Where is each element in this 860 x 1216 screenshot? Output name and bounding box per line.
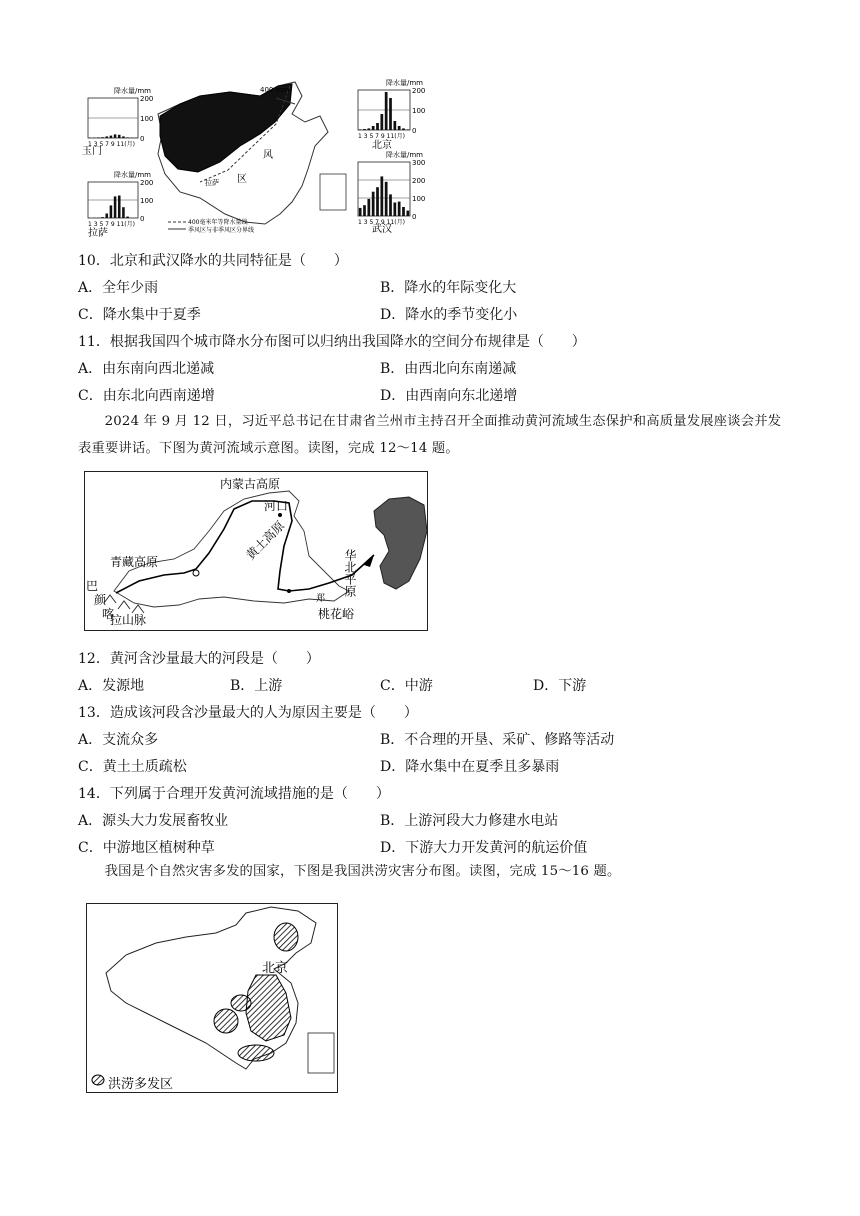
q11-option-b[interactable]: B．由西北向东南递减: [380, 361, 517, 377]
chart-wuhan-ylabel: 降水量/mm: [386, 151, 423, 159]
q10-option-d[interactable]: D．降水的季节变化小: [380, 307, 518, 323]
q10-option-c[interactable]: C．降水集中于夏季: [78, 307, 201, 323]
chart-bar: [376, 123, 379, 130]
chart-bar: [105, 136, 108, 138]
legend-isohyet: 400毫米年等降水量线: [188, 219, 248, 226]
q12-option-c[interactable]: C．中游: [380, 678, 433, 694]
label-hekou: 河口: [264, 499, 289, 513]
label-neimenggu: 内蒙古高原: [220, 477, 281, 491]
chart-bar: [363, 129, 366, 130]
chart-bar: [359, 208, 362, 216]
q12-option-a[interactable]: A．发源地: [78, 678, 145, 694]
chart-bar: [110, 136, 113, 138]
map-label-qu: 区: [237, 174, 247, 185]
chart-x-ticks: 1 3 5 7 9 11(月): [88, 141, 135, 148]
label-yan: 颜: [94, 593, 107, 607]
map-label-lasa: 拉萨: [205, 179, 219, 187]
chart-tick-label: 100: [412, 195, 426, 203]
chart-tick-label: 0: [140, 215, 145, 223]
chart-bar: [393, 121, 396, 130]
intro-12-14: 2024 年 9 月 12 日，习近平总书记在甘肃省兰州市主持召开全面推动黄河流域生态保护和高质量发展座谈会并发表重要讲话。下图为黄河流域示意图。读图，完成 12～14 题。: [78, 414, 782, 456]
chart-bar: [118, 135, 121, 138]
chart-yumen-city: 玉门: [82, 146, 102, 157]
chart-lasa-ylabel: 降水量/mm: [114, 171, 151, 179]
chart-tick-label: 100: [140, 115, 154, 123]
q14-option-d[interactable]: D．下游大力开发黄河的航运价值: [380, 840, 588, 856]
chart-bar: [380, 176, 383, 216]
map-label-feng: 风: [263, 150, 273, 161]
chart-bar: [363, 205, 366, 216]
label-lashanmai: 拉山脉: [110, 613, 147, 627]
label-qingzang: 青藏高原: [110, 555, 159, 569]
flood-map-beijing: 北京: [262, 961, 289, 976]
q12-stem: 12．黄河含沙量最大的河段是（ ）: [78, 651, 320, 667]
chart-wuhan: [350, 150, 432, 236]
chart-tick-label: 0: [412, 213, 417, 221]
chart-bar: [385, 92, 388, 130]
q13-option-c[interactable]: C．黄土土质疏松: [78, 759, 187, 775]
q13-option-d[interactable]: D．降水集中在夏季且多暴雨: [380, 759, 560, 775]
chart-bar: [367, 128, 370, 130]
chart-bar: [389, 194, 392, 216]
chart-bar: [118, 196, 121, 219]
chart-bar: [114, 134, 117, 138]
q14-stem: 14．下列属于合理开发黄河流域措施的是（ ）: [78, 786, 390, 802]
q11-option-d[interactable]: D．由西南向东北递增: [380, 388, 518, 404]
chart-x-ticks: 1 3 5 7 9 11(月): [358, 133, 405, 140]
q12-option-d[interactable]: D．下游: [533, 678, 587, 694]
chart-bar: [398, 126, 401, 130]
q11-stem: 11．根据我国四个城市降水分布图可以归纳出我国降水的空间分布规律是（ ）: [78, 334, 586, 350]
chart-bar: [101, 217, 104, 218]
yellow-river-figure: [84, 471, 428, 631]
chart-bar: [359, 129, 362, 130]
chart-beijing-ylabel: 降水量/mm: [386, 79, 423, 87]
chart-bar: [398, 202, 401, 216]
chart-bar: [110, 205, 113, 218]
q10-option-b[interactable]: B．降水的年际变化大: [380, 280, 517, 296]
label-zheng: 郑: [316, 594, 326, 604]
chart-bar: [406, 129, 409, 130]
chart-yumen-ylabel: 降水量/mm: [114, 87, 151, 95]
chart-lasa-city: 拉萨: [88, 228, 108, 239]
chart-bar: [97, 137, 100, 138]
chart-tick-label: 0: [412, 127, 417, 135]
chart-tick-label: 100: [140, 197, 154, 205]
chart-x-ticks: 1 3 5 7 9 11(月): [358, 219, 405, 226]
chart-tick-label: 200: [412, 87, 426, 95]
chart-bar: [380, 114, 383, 130]
chart-lasa: [80, 170, 160, 238]
label-huabei: 华北平原: [343, 549, 357, 597]
chart-bar: [105, 214, 108, 219]
chart-bar: [402, 207, 405, 216]
q13-stem: 13．造成该河段含沙量最大的人为原因主要是（ ）: [78, 705, 418, 721]
chart-x-ticks: 1 3 5 7 9 11(月): [88, 221, 135, 228]
chart-bar: [122, 136, 125, 138]
q11-option-a[interactable]: A．由东南向西北递减: [78, 361, 215, 377]
q10-option-a[interactable]: A．全年少雨: [78, 280, 159, 296]
chart-bar: [389, 98, 392, 130]
q14-option-a[interactable]: A．源头大力发展畜牧业: [78, 813, 229, 829]
chart-wuhan-city: 武汉: [372, 224, 392, 235]
q14-option-c[interactable]: C．中游地区植树种草: [78, 840, 215, 856]
chart-bar: [367, 199, 370, 216]
chart-tick-label: 100: [412, 107, 426, 115]
chart-tick-label: 0: [140, 135, 145, 143]
chart-tick-label: 200: [140, 179, 154, 187]
chart-bar: [372, 126, 375, 130]
label-ka: 喀: [102, 607, 115, 621]
chart-bar: [376, 187, 379, 216]
chart-beijing-city: 北京: [372, 140, 392, 151]
chart-bar: [393, 203, 396, 217]
chart-bar: [114, 196, 117, 218]
q11-option-c[interactable]: C．由东北向西南递增: [78, 388, 215, 404]
flood-legend-label: 洪涝多发区: [108, 1077, 174, 1092]
label-taohuayu: 桃花峪: [318, 607, 355, 621]
q14-option-b[interactable]: B．上游河段大力修建水电站: [380, 813, 559, 829]
label-ba: 巴: [86, 579, 99, 593]
chart-bar: [126, 137, 129, 138]
chart-bar: [406, 211, 409, 216]
chart-beijing: [350, 78, 432, 150]
q10-stem: 10．北京和武汉降水的共同特征是（ ）: [78, 253, 348, 269]
chart-tick-label: 200: [412, 177, 426, 185]
q13-option-a[interactable]: A．支流众多: [78, 732, 159, 748]
chart-bar: [385, 182, 388, 216]
chart-tick-label: 300: [412, 159, 426, 167]
q12-option-b[interactable]: B．上游: [230, 678, 283, 694]
chart-tick-label: 200: [140, 95, 154, 103]
chart-bar: [372, 192, 375, 216]
chart-yumen: [80, 86, 160, 158]
legend-boundary: 季风区与非季风区分界线: [188, 227, 255, 234]
chart-bar: [126, 217, 129, 218]
intro-15-16: 我国是个自然灾害多发的国家，下图是我国洪涝灾害分布图。读图，完成 15～16 题。: [104, 864, 621, 879]
chart-bar: [101, 137, 104, 138]
chart-bar: [402, 128, 405, 130]
chart-bar: [122, 207, 125, 218]
isohyet-label: 400 mm: [260, 86, 290, 94]
flood-map-figure: [86, 903, 338, 1093]
label-huangtu: 黄土高原: [243, 518, 288, 563]
q13-option-b[interactable]: B．不合理的开垦、采矿、修路等活动: [380, 732, 615, 748]
